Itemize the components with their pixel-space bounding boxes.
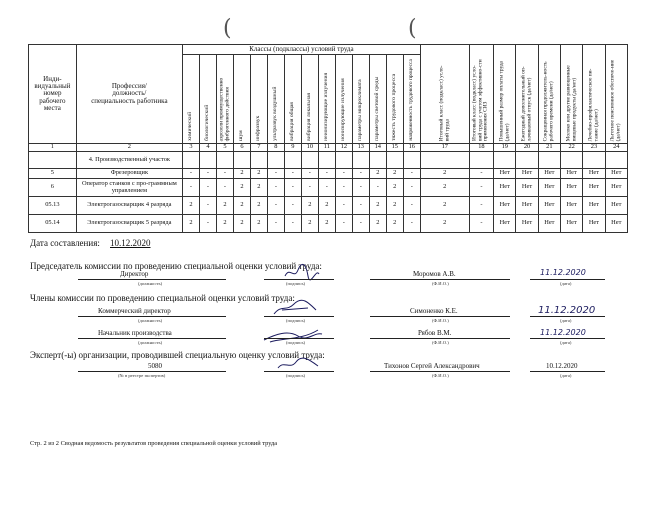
header-final-class: Итоговый класс (подкласс) усло-вий труда [420, 45, 469, 144]
caption-date: (дата) [560, 340, 572, 345]
member-name-line [370, 316, 510, 317]
header-short-time: Сокращенная продолжитель-ность рабочего времени (да/нет) [538, 45, 560, 144]
factor-header: вибрация общая [284, 55, 301, 144]
factor-header: биологический [199, 55, 216, 144]
caption-signature: (подпись) [286, 281, 306, 286]
table-row: 05.13 Электрогазосварщик 4 разряда 2 - 2 2 2 - - 2 2 - - 2 2 - 2 - Нет Нет Нет Нет Нет Нет [29, 197, 628, 215]
factor-header: неионизирующие излучения [318, 55, 335, 144]
member-name: Рябов В.М. [418, 329, 452, 337]
date-label: Дата составления: [30, 238, 100, 248]
factor-header: химический [182, 55, 199, 144]
members-title: Члены комиссии по проведению специальной оценки условий труда: [30, 293, 295, 303]
bracket-mark-left: ( [223, 16, 232, 41]
member-name: Симоненко К.Е. [410, 307, 458, 315]
table-row: 05.14 Электрогазосварщик 5 разряда 2 - 2 2 2 - - 2 2 - - 2 2 - 2 - Нет Нет Нет Нет Нет Нет [29, 215, 628, 233]
date-value: 10.12.2020 [110, 238, 151, 248]
section-row [29, 152, 628, 169]
expert-title: Эксперт(-ы) организации, проводившей специальную оценку условий труда: [30, 350, 325, 360]
member-signature-line [264, 338, 334, 339]
expert-date-line [530, 371, 605, 372]
expert-date: 10.12.2020 [546, 362, 578, 370]
chair-name: Моромов А.В. [413, 270, 456, 278]
caption-date: (дата) [560, 318, 572, 323]
factor-header: аэрозоли преимущественно фиброгенного действия [216, 55, 233, 144]
expert-reg-line [78, 371, 226, 372]
expert-name-line [370, 371, 510, 372]
caption-position: (должность) [138, 340, 163, 345]
member-date: 11.12.2020 [540, 328, 586, 337]
member-position-line [78, 338, 226, 339]
header-profession: Профессия/ должность/ специальность работника [76, 45, 182, 144]
factor-header: тяжесть трудового процесса [386, 55, 403, 144]
factor-header: инфразвук [250, 55, 267, 144]
factor-header: ионизирующие излучения [335, 55, 352, 144]
member-position: Коммерческий директор [98, 307, 171, 315]
factor-header: шум [233, 55, 250, 144]
member-date-line [530, 316, 605, 317]
expert-signature [276, 356, 320, 372]
factor-header: параметры световой среды [369, 55, 386, 144]
caption-signature: (подпись) [286, 318, 306, 323]
page-footer: Стр. 2 из 2 Сводная ведомость результатов проведения специальной оценки условий труда [30, 440, 278, 447]
member-position-line [78, 316, 226, 317]
caption-date: (дата) [560, 373, 572, 378]
caption-fio: (Ф.И.О.) [432, 281, 449, 286]
factor-header: ультразвук воздушный [267, 55, 284, 144]
table-row: 6 Оператор станков с про-граммным управлением - - - 2 2 - - - - - - - 2 - 2 - Нет Нет Нет Нет Нет Нет [29, 179, 628, 197]
chair-date-line [530, 279, 605, 280]
column-number-row: 1 2 3 4 5 6 7 8 9 10 11 12 13 14 15 16 17 18 19 20 21 22 23 24 [29, 144, 628, 152]
factor-header: параметры микроклимата [352, 55, 369, 144]
header-milk: Молоко или другие равноценные пищевые продукты (да/нет) [561, 45, 583, 144]
expert-name: Тихонов Сергей Александрович [384, 362, 480, 370]
results-table [28, 44, 628, 233]
section-title: 4. Производственный участок [76, 152, 182, 169]
header-vacation: Ежегодный дополнительный оп-лачиваемый отпуск (да/нет) [516, 45, 538, 144]
expert-reg: 5080 [148, 362, 162, 370]
factor-header: напряженность трудового процесса [403, 55, 420, 144]
chair-position: Директор [120, 270, 149, 278]
chair-title: Председатель комиссии по проведению специальной оценки условий труда: [30, 261, 322, 271]
caption-fio: (Ф.И.О.) [432, 340, 449, 345]
caption-position: (должность) [138, 318, 163, 323]
chair-name-line [370, 279, 510, 280]
factor-header: вибрация локальная [301, 55, 318, 144]
header-pension: Льготное пенсионное обеспече-ние (да/нет) [605, 45, 627, 144]
member-position: Начальник производства [98, 329, 172, 337]
caption-reg: (№ в реестре экспертов) [118, 373, 166, 378]
caption-date: (дата) [560, 281, 572, 286]
caption-signature: (подпись) [286, 373, 306, 378]
member-signature-line [264, 316, 334, 317]
member-date-line [530, 338, 605, 339]
member-date: 11.12.2020 [538, 305, 596, 316]
chair-signature-line [264, 279, 334, 280]
member-signature [272, 298, 322, 318]
caption-position: (должность) [138, 281, 163, 286]
member-name-line [370, 338, 510, 339]
bracket-mark-right: ( [408, 16, 417, 41]
header-pay: Повышенный размер оплаты труда (да/нет) [494, 45, 516, 144]
chair-date: 11.12.2020 [540, 268, 586, 277]
caption-fio: (Ф.И.О.) [432, 318, 449, 323]
header-classes: Классы (подклассы) условий труда [182, 45, 420, 55]
expert-signature-line [264, 371, 334, 372]
chair-position-line [78, 279, 226, 280]
caption-signature: (подпись) [286, 340, 306, 345]
header-nutrition: Лечебно-профилактическое пи-тание (да/нет) [583, 45, 605, 144]
header-id: Инди- видуальный номер рабочего места [29, 45, 77, 144]
table-row: 5 Фрезеровщик - - - 2 2 - - - - - - 2 2 - 2 - Нет Нет Нет Нет Нет Нет [29, 169, 628, 179]
header-final-class-siz: Итоговый класс (подкласс) усло-вий труда с учетом эффективно-сти применения СИЗ [469, 45, 493, 144]
caption-fio: (Ф.И.О.) [432, 373, 449, 378]
